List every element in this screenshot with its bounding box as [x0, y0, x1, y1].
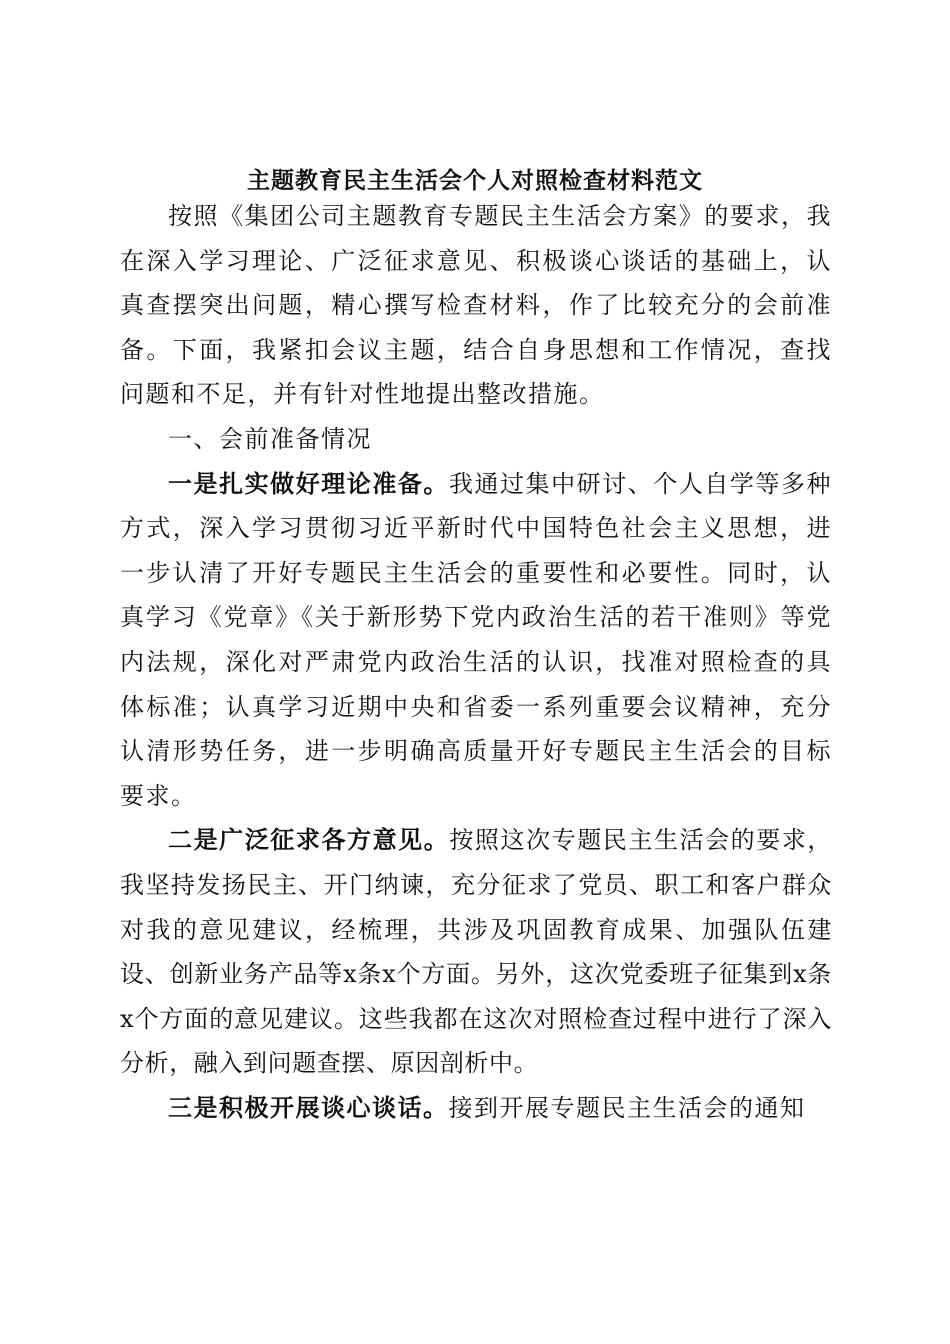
item-heart-talks	[120, 1086, 832, 1131]
item-solicit-lead: 二是广泛征求各方意见。	[168, 825, 450, 855]
item-theory-text: 我通过集中研讨、个人自学等多种方式，深入学习贯彻习近平新时代中国特色社会主义思想，进一步认清了开好专题民主生活会的重要性和必要性。同时，认真学习《党章》《关于新形势下党内政治生活的若干准则》等党内法规，深化对严肃党内政治生活的认识，找准对照检查的具体标准；认真学习近期中央和省委一系列重要会议精神，充分认清形势任务，进一步明确高质量开好专题民主生活会的目标要求。	[120, 469, 833, 810]
section-heading-preparation: 一、会前准备情况	[168, 424, 372, 453]
item-solicit-text: 按照这次专题民主生活会的要求，我坚持发扬民主、开门纳谏，充分征求了党员、职工和客户群众对我的意见建议，经梳理，共涉及巩固教育成果、加强队伍建设、创新业务产品等x条x个方面。另外，这次党委班子征集到x条x个方面的意见建议。这些我都在这次对照检查过程中进行了深入分析，融入到问题查摆、原因剖析中。	[120, 826, 833, 1078]
item-talks-lead: 三是积极开展谈心谈话。	[168, 1092, 449, 1122]
item-talks-text: 接到开展专题民主生活会的通知	[448, 1093, 806, 1122]
document-body	[120, 194, 832, 1130]
intro-paragraph: 按照《集团公司主题教育专题民主生活会方案》的要求，我在深入学习理论、广泛征求意见、积极谈心谈话的基础上，认真查摆突出问题，精心撰写检查材料，作了比较充分的会前准备。下面，我紧扣会议主题，结合自身思想和工作情况，查找问题和不足，并有针对性地提出整改措施。	[120, 202, 832, 409]
item-solicit-opinions	[120, 818, 832, 1086]
document-title: 主题教育民主生活会个人对照检查材料范文	[247, 167, 703, 194]
item-theory-preparation	[120, 462, 832, 819]
item-theory-lead: 一是扎实做好理论准备。	[168, 468, 449, 498]
